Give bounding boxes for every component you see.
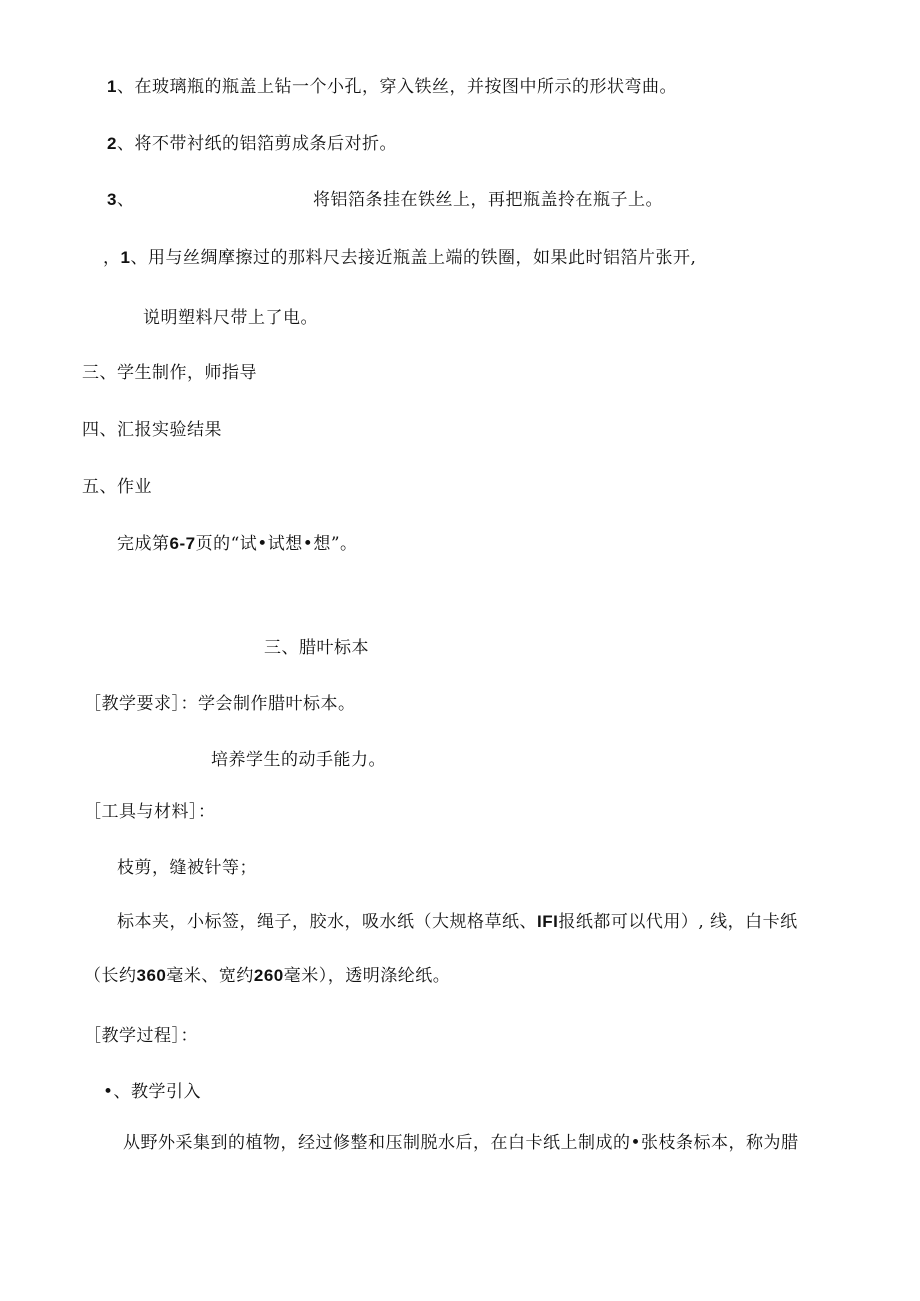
tools-line-3: [84, 965, 450, 987]
step-4-continuation: 说明塑料尺带上了电。: [143, 308, 318, 328]
section-5-heading: 五、作业: [82, 477, 152, 497]
teaching-requirements-line2: 培养学生的动手能力。: [211, 750, 386, 770]
tools-line-3-c: 毫米、宽约: [166, 966, 254, 986]
homework-text: [117, 533, 358, 555]
step-number: 1: [120, 248, 131, 267]
section-4-heading: 四、汇报实验结果: [82, 420, 222, 440]
step-separator: 、: [116, 190, 135, 210]
intro-heading: •、教学引入: [103, 1082, 202, 1102]
step-1: [107, 76, 677, 98]
tools-line-1: 枝剪，缝被针等；: [117, 858, 257, 878]
step-4: [103, 247, 696, 269]
teaching-requirements: ［教学要求］：学会制作腊叶标本。: [84, 694, 356, 714]
tools-line-2: [117, 911, 798, 933]
section-3-heading: 三、学生制作，师指导: [82, 363, 257, 383]
step-text: 、在玻璃瓶的瓶盖上钻一个小孔，穿入铁丝，并按图中所示的形状弯曲。: [116, 77, 677, 97]
step-2: [107, 133, 397, 155]
tools-line-2-a: 标本夹，小标签，绳子，胶水，吸水纸（大规格草纸、: [117, 912, 537, 932]
step-text: 、将不带衬纸的铝箔剪成条后对折。: [116, 134, 397, 154]
step-number: 1: [107, 77, 117, 96]
tools-line-3-e: 毫米），透明涤纶纸。: [283, 966, 451, 986]
lesson-title: 三、腊叶标本: [264, 638, 369, 658]
step-3: [107, 189, 134, 211]
step-number: 3: [107, 190, 117, 209]
teaching-process-label: ［教学过程］：: [84, 1026, 198, 1046]
tools-line-2-c: 报纸都可以代用）, 线，白卡纸: [558, 912, 798, 932]
step-prefix: ，: [103, 248, 121, 268]
tools-line-3-d: 260: [253, 966, 284, 985]
tools-materials-label: ［工具与材料］：: [84, 802, 216, 822]
homework-pages: 6-7: [169, 534, 196, 553]
tools-line-3-a: （长约: [84, 966, 137, 986]
step-text: 、用与丝绸摩擦过的那料尺去接近瓶盖上端的铁圈，如果此时铝箔片张开,: [130, 248, 697, 268]
tools-line-2-b: IFI: [537, 912, 559, 931]
tools-line-3-b: 360: [136, 966, 167, 985]
homework-pre: 完成第: [117, 534, 170, 554]
homework-post: 页的“试•试想•想”。: [195, 534, 358, 554]
step-number: 2: [107, 134, 117, 153]
step-3-text: 将铝箔条挂在铁丝上，再把瓶盖拎在瓶子上。: [313, 190, 663, 210]
intro-paragraph: 从野外采集到的植物，经过修整和压制脱水后，在白卡纸上制成的•张枝条标本，称为腊: [123, 1133, 799, 1153]
